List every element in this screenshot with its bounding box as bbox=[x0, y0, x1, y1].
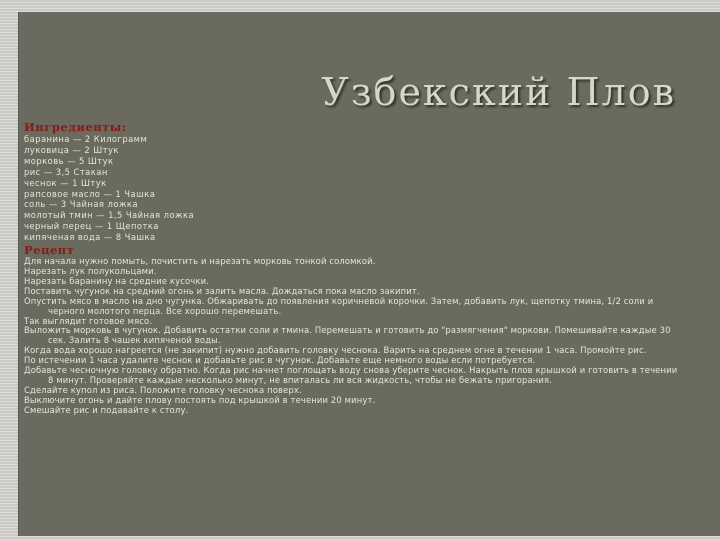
recipe-step: Нарезать лук полукольцами. bbox=[24, 265, 157, 276]
recipe-heading: Рецепт bbox=[24, 243, 75, 258]
ingredient-item: черный перец — 1 Щепотка bbox=[24, 221, 159, 232]
ingredient-item: рапсовое масло — 1 Чашка bbox=[24, 188, 156, 199]
slide-title: Узбекский Плов bbox=[321, 70, 676, 114]
ingredient-item: баранина — 2 Килограмм bbox=[24, 134, 148, 144]
recipe-step: По истечении 1 часа удалите чеснок и добавьте рис в чугунок. Добавьте еще немного воды если потребуется. bbox=[24, 355, 536, 366]
recipe-step: Выложить морковь в чугунок. Добавить остатки соли и тмина. Перемешать и готовить до "размягчения" моркови. Помешивайте каждые 30 сек. Залить 8 чашек кипяченой воды. bbox=[24, 325, 671, 346]
recipe-step: Сделайте купол из риса. Положите головку чеснока поверх. bbox=[24, 384, 302, 395]
recipe-step: Добавьте чесночную головку обратно. Когда рис начнет поглощать воду снова уберите чеснок. Накрыть плов крышкой и готовить в течении 8 минут. Проверяйте каждые несколько минут, не впиталась ли вся жидкость, чтобы не бежать пригорания. bbox=[24, 365, 678, 385]
ingredients-list bbox=[24, 134, 684, 243]
slide-content bbox=[24, 120, 684, 416]
ingredient-item: кипяченая вода — 8 Чашка bbox=[24, 232, 156, 243]
ingredient-item: чеснок — 1 Штук bbox=[24, 177, 107, 188]
recipe-step: Поставить чугунок на средний огонь и залить масла. Дождаться пока масло закипит. bbox=[24, 285, 420, 296]
recipe-step: Нарезать баранину на средние кусочки. bbox=[24, 275, 209, 286]
ingredients-heading: Ингредиенты: bbox=[24, 120, 127, 134]
recipe-step: Смешайте рис и подавайте к столу. bbox=[24, 404, 189, 415]
recipe-step: Выключите огонь и дайте плову постоять под крышкой в течении 20 минут. bbox=[24, 394, 376, 405]
recipe-step: Когда вода хорошо нагреется (не закипит) нужно добавить головку чеснока. Варить на среднем огне в течении 1 часа. Промойте рис. bbox=[24, 345, 647, 356]
ingredient-item: молотый тмин — 1,5 Чайная ложка bbox=[24, 210, 195, 221]
ingredient-item: луковица — 2 Штук bbox=[24, 144, 119, 155]
ingredient-item: рис — 3,5 Стакан bbox=[24, 166, 108, 177]
recipe-steps-list bbox=[24, 257, 684, 416]
ingredient-item: соль — 3 Чайная ложка bbox=[24, 199, 138, 210]
recipe-step: Так выглядит готовое мясо. bbox=[24, 315, 153, 326]
recipe-step: Опустить мясо в масло на дно чугунка. Обжаривать до появления коричневой корочки. Затем, добавить лук, щепотку тмина, 1/2 соли и черного молотого перца. Все хорошо перемешать. bbox=[24, 295, 654, 316]
ingredient-item: морковь — 5 Штук bbox=[24, 155, 114, 166]
recipe-step: Для начала нужно помыть, почистить и нарезать морковь тонкой соломкой. bbox=[24, 256, 376, 267]
